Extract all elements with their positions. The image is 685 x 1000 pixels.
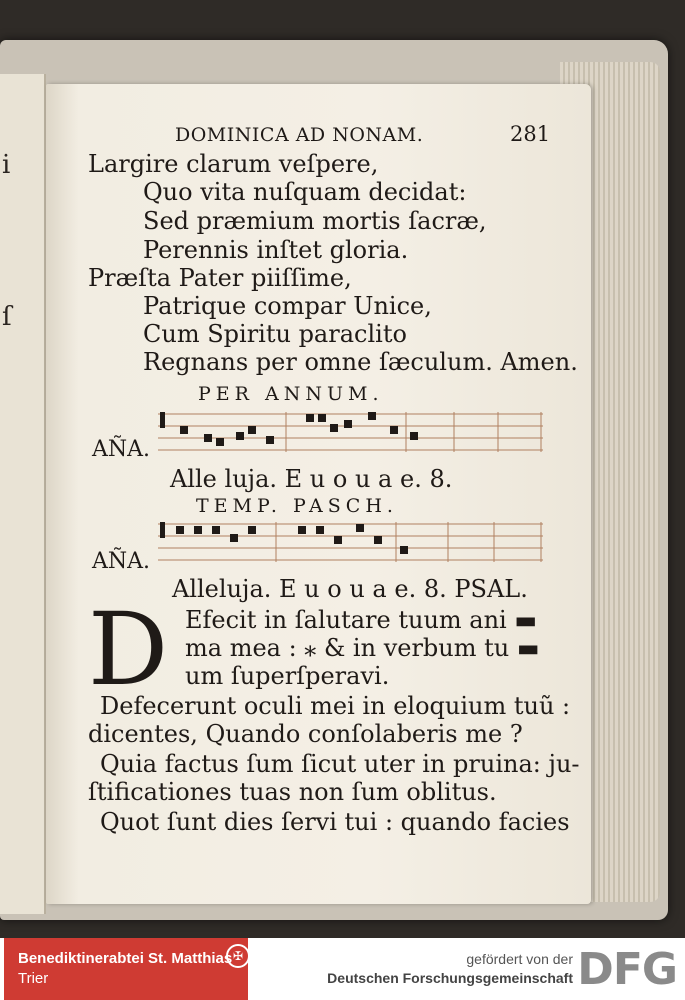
verse-line: Quot ſunt dies ſervi tui : quando facies xyxy=(100,808,570,836)
drop-cap: D xyxy=(88,591,169,708)
antiphon-text: Alleluja. E u o u a e. 8. PSAL. xyxy=(172,575,528,603)
hymn-line: Quo vita nuſquam decidat: xyxy=(143,178,467,206)
running-title: DOMINICA AD NONAM. xyxy=(175,124,424,146)
left-page xyxy=(0,74,46,914)
left-page-fragment: i xyxy=(2,150,11,180)
hymn-line: Regnans per omne ſæculum. Amen. xyxy=(143,348,578,376)
funding-notice xyxy=(327,950,573,988)
chant-staff xyxy=(158,520,548,572)
abbey-emblem-icon: ✠ xyxy=(226,944,250,968)
institution-city: Trier xyxy=(18,970,49,987)
hymn-line: Largire clarum veſpere, xyxy=(88,150,379,178)
hymn-line: Cum Spiritu paraclito xyxy=(143,320,407,348)
hymn-line: Perennis inſtet gloria. xyxy=(143,236,409,264)
institution-name: Benediktinerabtei St. Matthias xyxy=(18,950,233,967)
psalm-line: Efecit in ſalutare tuum ani ▬ xyxy=(185,606,538,634)
hymn-line: Sed præmium mortis ſacræ, xyxy=(143,207,487,235)
chant-staff xyxy=(158,410,548,462)
antiphon-label: AÑA. xyxy=(92,437,151,462)
psalm-line: um ſuperſperavi. xyxy=(185,662,390,690)
antiphon-text: Alle luja. E u o u a e. 8. xyxy=(170,465,453,493)
section-heading: TEMP. PASCH. xyxy=(196,495,398,517)
verse-line: Defecerunt oculi mei in eloquium tuũ : xyxy=(100,692,571,720)
psalm-line: ma mea : ⁎ & in verbum tu ▬ xyxy=(185,634,540,662)
left-page-fragment: ſ xyxy=(2,302,12,332)
page-number: 281 xyxy=(510,122,551,146)
verse-line: ſtificationes tuas non ſum oblitus. xyxy=(88,778,497,806)
verse-line: Quia factus ſum ſicut uter in pruina: ju- xyxy=(100,750,580,778)
hymn-line: Præſta Pater piiſſime, xyxy=(88,264,352,292)
dfg-logo[interactable]: DFG xyxy=(577,944,677,995)
institution-logo[interactable] xyxy=(4,938,248,1000)
footer-bar xyxy=(0,938,685,1000)
verse-line: dicentes, Quando conſolaberis me ? xyxy=(88,720,523,748)
section-heading: PER ANNUM. xyxy=(198,383,384,405)
antiphon-label: AÑA. xyxy=(92,549,151,574)
funding-line: gefördert von der xyxy=(466,951,573,967)
funding-line: Deutschen Forschungsgemeinschaft xyxy=(327,970,573,986)
hymn-line: Patrique compar Unice, xyxy=(143,292,432,320)
